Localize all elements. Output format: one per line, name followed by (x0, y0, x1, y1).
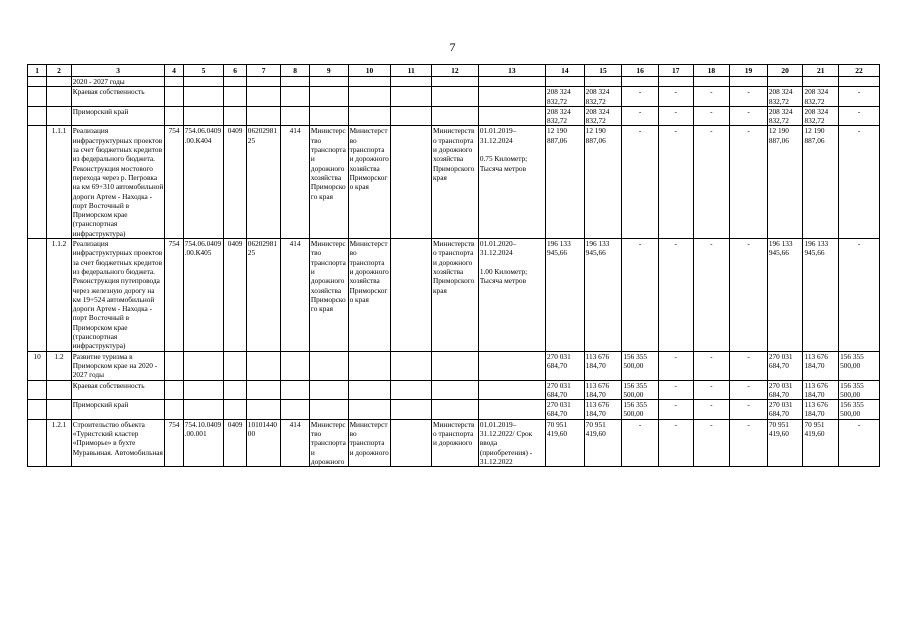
table-cell: 01.01.2020–31.12.2024 1.00 Километр; Тысяча метров (478, 239, 545, 352)
table-cell: 754.06.0409.00.К405 (183, 239, 224, 352)
table-row (28, 239, 880, 352)
table-cell (246, 380, 281, 400)
table-cell: 270 031 684,70 (767, 380, 803, 400)
table-cell: 270 031 684,70 (546, 380, 585, 400)
table-cell (391, 239, 432, 352)
table-cell (309, 351, 348, 380)
table-cell: 113 676 184,70 (803, 380, 839, 400)
table-cell: 10 (28, 351, 47, 380)
table-cell (432, 400, 479, 420)
table-cell: - (730, 419, 768, 466)
table-cell: 01.01.2019–31.12.2024 0.75 Километр; Тысяча метров (478, 126, 545, 239)
table-cell: 208 324 832,72 (546, 87, 585, 107)
table-cell: Министерство транспорта и дорожного хозяйства Приморского края (432, 126, 479, 239)
table-cell (47, 106, 71, 126)
table-cell: - (658, 400, 693, 420)
table-cell: 156 355 500,00 (622, 380, 659, 400)
table-cell: 208 324 832,72 (767, 87, 803, 107)
table-cell (28, 419, 47, 466)
column-header: 10 (348, 65, 391, 77)
table-cell (432, 380, 479, 400)
table-cell: 156 355 500,00 (839, 400, 880, 420)
column-header: 15 (584, 65, 622, 77)
table-header-row (28, 65, 880, 77)
table-cell: - (693, 239, 730, 352)
table-cell: 156 355 500,00 (839, 380, 880, 400)
table-cell: - (730, 106, 768, 126)
table-cell (839, 77, 880, 87)
column-header: 19 (730, 65, 768, 77)
table-cell: 1.2 (47, 351, 71, 380)
table-cell (224, 380, 246, 400)
table-row (28, 400, 880, 420)
table-cell: - (622, 126, 659, 239)
table-cell (432, 87, 479, 107)
table-cell (281, 106, 310, 126)
table-cell (281, 400, 310, 420)
column-header: 5 (183, 65, 224, 77)
table-cell (165, 87, 183, 107)
column-header: 3 (71, 65, 165, 77)
column-header: 16 (622, 65, 659, 77)
table-cell (224, 400, 246, 420)
table-cell (165, 77, 183, 87)
table-cell: 208 324 832,72 (803, 87, 839, 107)
table-cell: 1.1.2 (47, 239, 71, 352)
table-cell (47, 380, 71, 400)
table-row (28, 106, 880, 126)
table-cell (432, 351, 479, 380)
table-cell: 70 951 419,60 (803, 419, 839, 466)
table-cell (478, 87, 545, 107)
table-cell: 196 133 945,66 (767, 239, 803, 352)
table-cell (658, 77, 693, 87)
page-number: 7 (449, 40, 456, 54)
column-header: 14 (546, 65, 585, 77)
table-cell (767, 77, 803, 87)
table-cell: 208 324 832,72 (767, 106, 803, 126)
table-cell (391, 126, 432, 239)
table-cell (309, 400, 348, 420)
table-cell: 208 324 832,72 (546, 106, 585, 126)
table-cell (348, 77, 391, 87)
table-cell: - (730, 126, 768, 239)
table-cell: 156 355 500,00 (839, 351, 880, 380)
table-cell: 754 (165, 126, 183, 239)
table-row (28, 77, 880, 87)
table-cell: - (693, 106, 730, 126)
table-cell: 0409 (224, 239, 246, 352)
table-cell (730, 77, 768, 87)
table-cell (309, 106, 348, 126)
table-body (28, 77, 880, 467)
table-cell (28, 87, 47, 107)
table-cell (478, 380, 545, 400)
table-cell (432, 77, 479, 87)
table-cell (224, 351, 246, 380)
table-cell: Краевая собственность (71, 87, 165, 107)
table-cell: Министерство транспорта и дорожного (432, 419, 479, 466)
table-cell: Реализация инфраструктурных проектов за счет бюджетных кредитов из федерального бюджета. Реконструкция мостового перехода через р. Пегровка на км 69+310 автомобильной дороги Артем - Находка - порт Восточный в Приморском крае (транспортная инфраструктура) (72, 126, 166, 238)
table-cell: 113 676 184,70 (584, 380, 622, 400)
table-cell: 01.01.2019–31.12.2022/ Срок ввода (приобретения) - 31.12.2022 (478, 419, 545, 466)
table-cell: - (839, 87, 880, 107)
table-cell (246, 87, 281, 107)
table-cell: - (658, 351, 693, 380)
table-cell: 196 133 945,66 (803, 239, 839, 352)
table-cell: Министерство транспорта и дорожного хозяйства Приморского края (348, 239, 391, 352)
table-cell: - (658, 87, 693, 107)
table-cell: 12 190 887,06 (803, 126, 839, 239)
table-row (28, 351, 880, 380)
table-cell (281, 380, 310, 400)
table-cell: 0409 (224, 419, 246, 466)
table-cell (183, 400, 224, 420)
table-cell: 2020 - 2027 годы (71, 77, 165, 87)
table-cell: 113 676 184,70 (584, 400, 622, 420)
table-row (28, 380, 880, 400)
table-cell (28, 239, 47, 352)
table-cell: - (622, 87, 659, 107)
table-cell (224, 87, 246, 107)
table-cell (47, 77, 71, 87)
table-cell: Развитие туризма в Приморском крае на 2020 - 2027 годы (71, 351, 165, 380)
table-cell: 12 190 887,06 (546, 126, 585, 239)
table-cell (348, 380, 391, 400)
table-cell: - (730, 400, 768, 420)
table-cell: 156 355 500,00 (622, 400, 659, 420)
table-cell: 270 031 684,70 (767, 400, 803, 420)
table-row (28, 87, 880, 107)
table-cell: 156 355 500,00 (622, 351, 659, 380)
table-cell: - (693, 87, 730, 107)
table-cell: 208 324 832,72 (803, 106, 839, 126)
table-cell: 208 324 832,72 (584, 87, 622, 107)
table-cell (348, 400, 391, 420)
table-cell: - (622, 419, 659, 466)
table-cell (183, 351, 224, 380)
table-cell: - (658, 126, 693, 239)
table-cell: 754.06.0409.00.К404 (183, 126, 224, 239)
table-cell: 1010144000 (246, 419, 281, 466)
table-cell (246, 400, 281, 420)
table-cell (391, 400, 432, 420)
table-cell (47, 400, 71, 420)
table-cell: Министерство транспорта и дорожного хозяйства Приморского края (309, 126, 348, 239)
column-header: 6 (224, 65, 246, 77)
table-cell (183, 77, 224, 87)
table-cell (28, 380, 47, 400)
table-cell: 754 (165, 419, 183, 466)
table-cell (183, 106, 224, 126)
table-cell (584, 77, 622, 87)
column-header: 4 (165, 65, 183, 77)
table-cell (28, 400, 47, 420)
table-cell (348, 87, 391, 107)
table-cell (478, 400, 545, 420)
table-cell: 414 (281, 419, 310, 466)
table-cell (246, 106, 281, 126)
table-cell: Министерство транспорта и дорожного хозяйства Приморского края (348, 126, 391, 239)
table-cell: - (658, 106, 693, 126)
table-cell: - (693, 419, 730, 466)
table-cell: - (730, 87, 768, 107)
table-cell: 754 (165, 239, 183, 352)
table-cell (391, 106, 432, 126)
table-row (28, 126, 880, 239)
table-cell (28, 77, 47, 87)
table-cell (47, 87, 71, 107)
table-cell: - (839, 106, 880, 126)
table-cell: Министерство транспорта и дорожного хозяйства Приморского края (432, 239, 479, 352)
table-cell: Приморский край (71, 400, 165, 420)
column-header: 11 (391, 65, 432, 77)
table-cell: 270 031 684,70 (546, 400, 585, 420)
column-header: 13 (478, 65, 545, 77)
table-cell (391, 380, 432, 400)
table-cell (183, 380, 224, 400)
table-cell (391, 87, 432, 107)
table-cell (546, 77, 585, 87)
table-cell: 1.2.1 (47, 419, 71, 466)
table-cell: 270 031 684,70 (767, 351, 803, 380)
table-cell (224, 106, 246, 126)
table-cell (803, 77, 839, 87)
table-cell (28, 126, 47, 239)
table-cell (246, 351, 281, 380)
table-cell (391, 419, 432, 466)
table-cell (348, 351, 391, 380)
table-cell: 12 190 887,06 (767, 126, 803, 239)
column-header: 7 (246, 65, 281, 77)
table-cell: 196 133 945,66 (546, 239, 585, 352)
table-cell: 196 133 945,66 (584, 239, 622, 352)
table-cell (183, 87, 224, 107)
table-cell: - (622, 239, 659, 352)
table-cell (224, 77, 246, 87)
column-header: 8 (281, 65, 310, 77)
table-cell: - (658, 239, 693, 352)
table-cell: 270 031 684,70 (546, 351, 585, 380)
table-cell: - (839, 239, 880, 352)
table-cell (309, 87, 348, 107)
table-cell (478, 77, 545, 87)
table-cell: Реализация инфраструктурных проектов за счет бюджетных кредитов из федерального бюджета. Реконструкция путепровода через железную дорогу на км 19+524 автомобильной дороги Артем - Находка - порт Восточный в Приморском крае (транспортная инфраструктура) (72, 239, 165, 351)
table-cell: 70 951 419,60 (546, 419, 585, 466)
table-cell (348, 106, 391, 126)
column-header: 20 (767, 65, 803, 77)
table-cell: - (693, 400, 730, 420)
table-cell (478, 351, 545, 380)
table-cell (246, 77, 281, 87)
table-cell: 113 676 184,70 (803, 351, 839, 380)
table-cell (309, 77, 348, 87)
table-cell: Строительство объекта «Туристский кластер «Приморье» в бухте Муравьиная. Автомобильная (71, 419, 165, 466)
column-header: 1 (28, 65, 47, 77)
table-cell (391, 77, 432, 87)
table-cell (165, 400, 183, 420)
table-cell (165, 380, 183, 400)
table-cell: 414 (281, 126, 310, 239)
column-header: 17 (658, 65, 693, 77)
table-cell: 70 951 419,60 (584, 419, 622, 466)
table-cell: Министерство транспорта и дорожного (310, 419, 348, 466)
table-cell (309, 380, 348, 400)
table-cell (281, 77, 310, 87)
table-cell: 1.1.1 (47, 126, 71, 239)
table-cell (281, 351, 310, 380)
table-cell (693, 77, 730, 87)
table-cell: - (693, 380, 730, 400)
table-cell: - (730, 351, 768, 380)
table-cell: Приморский край (71, 106, 165, 126)
budget-table (27, 64, 880, 467)
column-header: 9 (309, 65, 348, 77)
table-cell (165, 106, 183, 126)
table-cell (391, 351, 432, 380)
table-cell: 113 676 184,70 (803, 400, 839, 420)
table-cell: 0620298125 (246, 239, 281, 352)
table-cell (622, 77, 659, 87)
table-cell (165, 351, 183, 380)
column-header: 12 (432, 65, 479, 77)
column-header: 21 (803, 65, 839, 77)
table-cell (281, 87, 310, 107)
table-cell: - (730, 380, 768, 400)
table-cell: - (693, 126, 730, 239)
table-cell (478, 106, 545, 126)
table-cell: 70 951 419,60 (767, 419, 803, 466)
table-cell: - (658, 380, 693, 400)
table-cell: Министерство транспорта и дорожного (348, 419, 391, 466)
table-cell: 0409 (224, 126, 246, 239)
table-cell: 113 676 184,70 (584, 351, 622, 380)
table-cell: - (730, 239, 768, 352)
table-row (28, 419, 880, 466)
table-cell: 12 190 887,06 (584, 126, 622, 239)
table-cell (432, 106, 479, 126)
column-header: 2 (47, 65, 71, 77)
column-header: 18 (693, 65, 730, 77)
table-cell: 208 324 832,72 (584, 106, 622, 126)
table-cell: - (693, 351, 730, 380)
table-cell: 414 (281, 239, 310, 352)
table-cell: Краевая собственность (71, 380, 165, 400)
column-header: 22 (839, 65, 880, 77)
table-cell: - (839, 126, 880, 239)
table-cell: - (839, 419, 880, 466)
table-cell: 0620298125 (246, 126, 281, 239)
table-cell: - (622, 106, 659, 126)
table-cell: Министерство транспорта и дорожного хозяйства Приморского края (309, 239, 348, 352)
table-cell (28, 106, 47, 126)
table-cell: - (658, 419, 693, 466)
table-cell: 754.10.0409.00.001 (183, 419, 224, 466)
